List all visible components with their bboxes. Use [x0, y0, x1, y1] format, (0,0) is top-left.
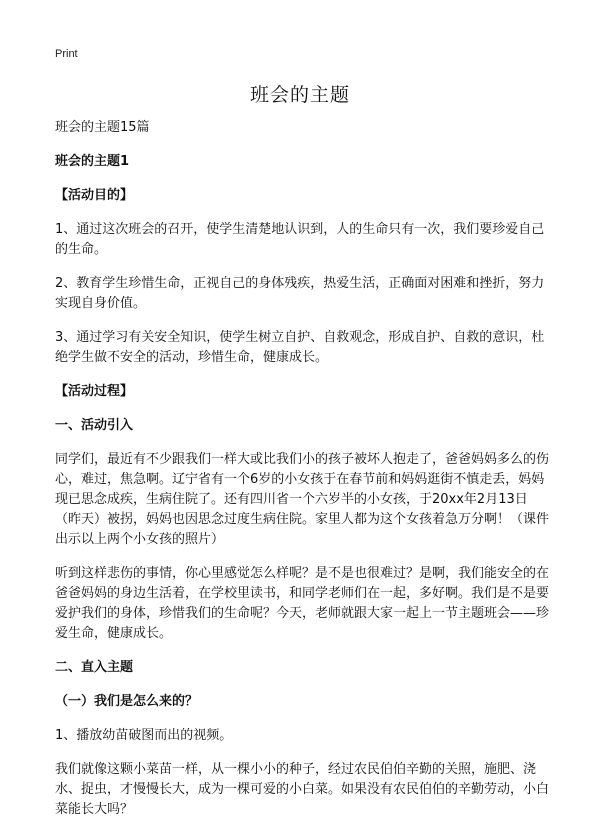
sub1-heading: （一）我们是怎么来的？	[55, 694, 199, 709]
intro-paragraph: 听到这样悲伤的事情，你心里感觉怎么样呢？是不是也很难过？是啊，我们能安全的在爸爸妈妈的身边生活着，在学校里读书，和同学老师们在一起，多好啊。我们是不是要爱护我们的身体，珍惜我们的生命呢？今天，老师就跟大家一起上一节主题班会——珍爱生命，健康成长。	[55, 566, 550, 641]
part2-heading: 二、直入主题	[55, 660, 134, 675]
document-body	[55, 118, 551, 834]
subtitle: 班会的主题15篇	[55, 120, 150, 135]
section-heading: 班会的主题1	[55, 154, 130, 169]
part1-heading: 一、活动引入	[55, 418, 134, 433]
goal-item: 2、教育学生珍惜生命，正视自己的身体残疾，热爱生活，正确面对困难和挫折，努力实现自身价值。	[55, 276, 545, 311]
intro-paragraph: 同学们，最近有不少跟我们一样大或比我们小的孩子被坏人抱走了，爸爸妈妈多么的伤心，难过，焦急啊。辽宁省有一个6岁的小女孩于在春节前和妈妈逛街不慎走丢，妈妈现已思念成疾，生病住院了。还有四川省一个六岁半的小女孩，于20xx年2月13日（昨天）被拐，妈妈也因思念过度生病住院。家里人都为这个女孩着急万分啊！（课件出示以上两个小女孩的照片）	[55, 452, 550, 547]
print-label: Print	[55, 48, 78, 60]
final-paragraph: 我们就像这颗小菜苗一样，从一棵小小的种子，经过农民伯伯辛勤的关照，施肥、浇水、捉虫，才慢慢长大，成为一棵可爱的小白菜。如果没有农民伯伯的辛勤劳动，小白菜能长大吗？	[55, 762, 550, 817]
goal-item: 1、通过这次班会的召开，使学生清楚地认识到，人的生命只有一次，我们要珍爱自己的生命。	[55, 222, 545, 257]
process-heading: 【活动过程】	[55, 384, 134, 399]
goal-item: 3、通过学习有关安全知识，使学生树立自护、自救观念，形成自护、自救的意识，杜绝学生做不安全的活动，珍惜生命，健康成长。	[55, 330, 545, 365]
page-title: 班会的主题	[249, 84, 350, 106]
step1: 1、播放幼苗破图而出的视频。	[55, 728, 233, 743]
goal-heading: 【活动目的】	[55, 188, 134, 203]
